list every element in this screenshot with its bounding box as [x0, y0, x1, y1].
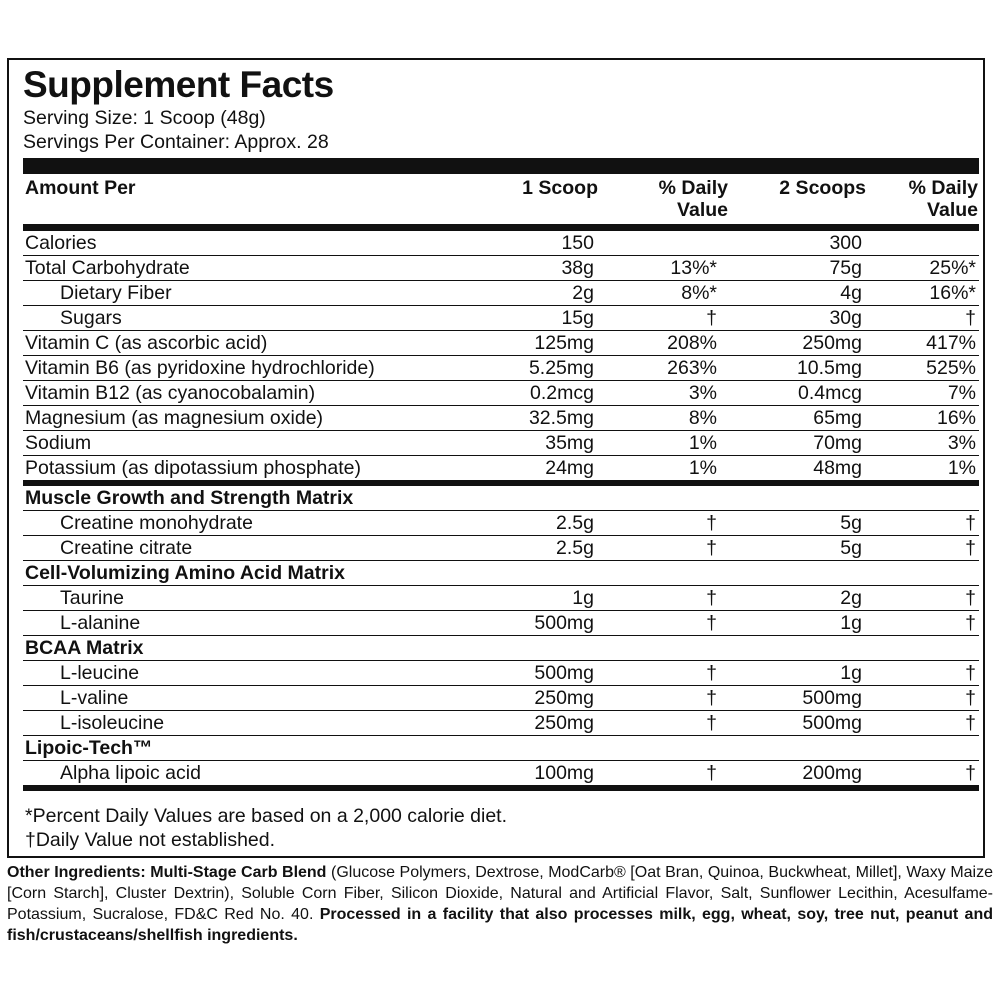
amount-1-scoop: 2g: [572, 282, 594, 304]
nutrient-name: Dietary Fiber: [60, 282, 172, 304]
amount-2-scoops: 75g: [829, 257, 862, 279]
amount-1-scoop: 1g: [572, 587, 594, 609]
dv-2-scoops: †: [965, 762, 976, 784]
table-row: [23, 406, 979, 431]
nutrient-name: Vitamin B12 (as cyanocobalamin): [25, 382, 316, 404]
table-row: [23, 256, 979, 281]
table-row: [23, 511, 979, 536]
nutrient-table: [23, 231, 979, 791]
amount-2-scoops: 1g: [840, 662, 862, 684]
amount-1-scoop: 125mg: [534, 332, 594, 354]
amount-1-scoop: 250mg: [534, 712, 594, 734]
dv-1-scoop: 263%: [667, 357, 717, 379]
dv-1-scoop: 3%: [688, 382, 717, 404]
page-title: Supplement Facts: [23, 64, 334, 105]
amount-1-scoop: 2.5g: [556, 512, 594, 534]
nutrient-name: Magnesium (as magnesium oxide): [25, 407, 324, 429]
thick-divider: [23, 158, 979, 174]
other-ingredients: [7, 862, 993, 946]
dv-1-scoop: †: [706, 662, 717, 684]
nutrient-name: Sugars: [60, 307, 122, 329]
table-row: [23, 611, 979, 636]
footnote-not-established: †Daily Value not established.: [25, 829, 276, 851]
header-1-scoop: 1 Scoop: [522, 177, 598, 199]
dv-2-scoops: †: [965, 537, 976, 559]
amount-2-scoops: 200mg: [802, 762, 862, 784]
header-daily-value-2-line1: % Daily: [908, 177, 978, 199]
amount-2-scoops: 250mg: [802, 332, 862, 354]
supplement-facts-panel: [7, 58, 985, 858]
nutrient-name: Alpha lipoic acid: [60, 762, 201, 784]
amount-1-scoop: 15g: [561, 307, 594, 329]
nutrient-name: Taurine: [60, 587, 124, 609]
table-row: [23, 661, 979, 686]
dv-2-scoops: 417%: [926, 332, 976, 354]
dv-2-scoops: 16%*: [929, 282, 976, 304]
footnote-percent-dv: *Percent Daily Values are based on a 2,000 calorie diet.: [25, 805, 508, 827]
dv-1-scoop: 1%: [688, 457, 717, 479]
amount-1-scoop: 0.2mcg: [530, 382, 594, 404]
dv-1-scoop: †: [706, 512, 717, 534]
amount-1-scoop: 5.25mg: [528, 357, 594, 379]
amount-1-scoop: 35mg: [545, 432, 594, 454]
table-row: [23, 536, 979, 561]
dv-1-scoop: †: [706, 537, 717, 559]
table-row: [23, 711, 979, 736]
section-header: [23, 486, 979, 511]
dv-1-scoop: 13%*: [670, 257, 717, 279]
dv-1-scoop: 208%: [667, 332, 717, 354]
dv-2-scoops: †: [965, 712, 976, 734]
dv-2-scoops: 16%: [936, 407, 976, 429]
dv-2-scoops: †: [965, 612, 976, 634]
dv-1-scoop: 8%*: [681, 282, 717, 304]
table-row: [23, 586, 979, 611]
amount-1-scoop: 250mg: [534, 687, 594, 709]
dv-2-scoops: 525%: [926, 357, 976, 379]
header-daily-value-1: [659, 177, 728, 221]
dv-1-scoop: †: [706, 762, 717, 784]
dv-1-scoop: †: [706, 587, 717, 609]
nutrient-name: L-valine: [60, 687, 129, 709]
dv-2-scoops: 1%: [947, 457, 976, 479]
table-row: [23, 306, 979, 331]
amount-2-scoops: 48mg: [813, 457, 862, 479]
table-row: [23, 431, 979, 456]
amount-2-scoops: 300: [829, 232, 862, 254]
allergen-statement: Processed in a facility that also processes milk, egg, wheat, soy, tree nut, peanut and fish/crustaceans/shellfish ingredients.: [7, 906, 994, 944]
dv-2-scoops: †: [965, 662, 976, 684]
other-ingredients-label: Other Ingredients: Multi-Stage Carb Blend: [7, 864, 327, 881]
dv-1-scoop: †: [706, 307, 717, 329]
header-2-scoops: 2 Scoops: [779, 177, 866, 199]
dv-2-scoops: 3%: [947, 432, 976, 454]
amount-1-scoop: 38g: [561, 257, 594, 279]
nutrient-name: Total Carbohydrate: [25, 257, 190, 279]
amount-2-scoops: 1g: [840, 612, 862, 634]
amount-1-scoop: 100mg: [534, 762, 594, 784]
dv-1-scoop: †: [706, 687, 717, 709]
header-daily-value-2-line2: Value: [927, 199, 978, 221]
amount-2-scoops: 30g: [829, 307, 862, 329]
table-row: [23, 686, 979, 711]
serving-size: Serving Size: 1 Scoop (48g): [23, 107, 266, 129]
nutrient-name: L-isoleucine: [60, 712, 165, 734]
amount-1-scoop: 500mg: [534, 662, 594, 684]
amount-2-scoops: 65mg: [813, 407, 862, 429]
header-daily-value-2: [909, 177, 978, 221]
amount-1-scoop: 2.5g: [556, 537, 594, 559]
nutrient-name: Vitamin C (as ascorbic acid): [25, 332, 268, 354]
amount-1-scoop: 24mg: [545, 457, 594, 479]
table-row: [23, 281, 979, 306]
dv-2-scoops: 7%: [947, 382, 976, 404]
header-daily-value-1-line1: % Daily: [658, 177, 728, 199]
nutrient-name: L-alanine: [60, 612, 141, 634]
table-row: [23, 761, 979, 791]
dv-2-scoops: †: [965, 587, 976, 609]
section-header: [23, 561, 979, 586]
dv-2-scoops: †: [965, 687, 976, 709]
amount-1-scoop: 500mg: [534, 612, 594, 634]
amount-2-scoops: 70mg: [813, 432, 862, 454]
section-title: Muscle Growth and Strength Matrix: [25, 487, 354, 509]
header-divider: [23, 224, 979, 231]
table-row: [23, 331, 979, 356]
amount-1-scoop: 32.5mg: [528, 407, 594, 429]
nutrient-name: L-leucine: [60, 662, 140, 684]
nutrient-name: Creatine monohydrate: [60, 512, 253, 534]
dv-1-scoop: †: [706, 712, 717, 734]
dv-2-scoops: †: [965, 307, 976, 329]
table-row: [23, 231, 979, 256]
nutrient-name: Sodium: [25, 432, 92, 454]
table-row: [23, 381, 979, 406]
dv-1-scoop: †: [706, 612, 717, 634]
section-header: [23, 636, 979, 661]
dv-1-scoop: 8%: [688, 407, 717, 429]
nutrient-name: Calories: [25, 232, 97, 254]
amount-2-scoops: 10.5mg: [796, 357, 862, 379]
amount-2-scoops: 2g: [840, 587, 862, 609]
section-title: Lipoic-Tech™: [25, 737, 153, 759]
amount-2-scoops: 5g: [840, 512, 862, 534]
other-ingredients-text: (Glucose Polymers, Dextrose, ModCarb® [Oat Bran, Quinoa, Buckwheat, Millet], Waxy Maize [Corn Starch], Cluster Dextrin), Soluble Corn Fiber, Silicon Dioxide, Natural and Artificial Flavor, Salt, Sunflower Lecithin, Acesulfame-Potassium, Sucralose, FD&C Red No. 40.: [7, 864, 993, 923]
header-daily-value-1-line2: Value: [677, 199, 728, 221]
table-row: [23, 356, 979, 381]
nutrient-name: Vitamin B6 (as pyridoxine hydrochloride): [25, 357, 375, 379]
servings-per-container: Servings Per Container: Approx. 28: [23, 131, 329, 153]
nutrient-name: Potassium (as dipotassium phosphate): [25, 457, 362, 479]
amount-2-scoops: 500mg: [802, 712, 862, 734]
section-header: [23, 736, 979, 761]
dv-2-scoops: 25%*: [929, 257, 976, 279]
section-title: BCAA Matrix: [25, 637, 144, 659]
amount-1-scoop: 150: [561, 232, 594, 254]
dv-1-scoop: 1%: [688, 432, 717, 454]
amount-2-scoops: 500mg: [802, 687, 862, 709]
amount-2-scoops: 0.4mcg: [798, 382, 862, 404]
table-row: [23, 456, 979, 486]
dv-2-scoops: †: [965, 512, 976, 534]
section-title: Cell-Volumizing Amino Acid Matrix: [25, 562, 345, 584]
amount-2-scoops: 4g: [840, 282, 862, 304]
nutrient-name: Creatine citrate: [60, 537, 193, 559]
header-amount-per: Amount Per: [25, 177, 136, 199]
amount-2-scoops: 5g: [840, 537, 862, 559]
